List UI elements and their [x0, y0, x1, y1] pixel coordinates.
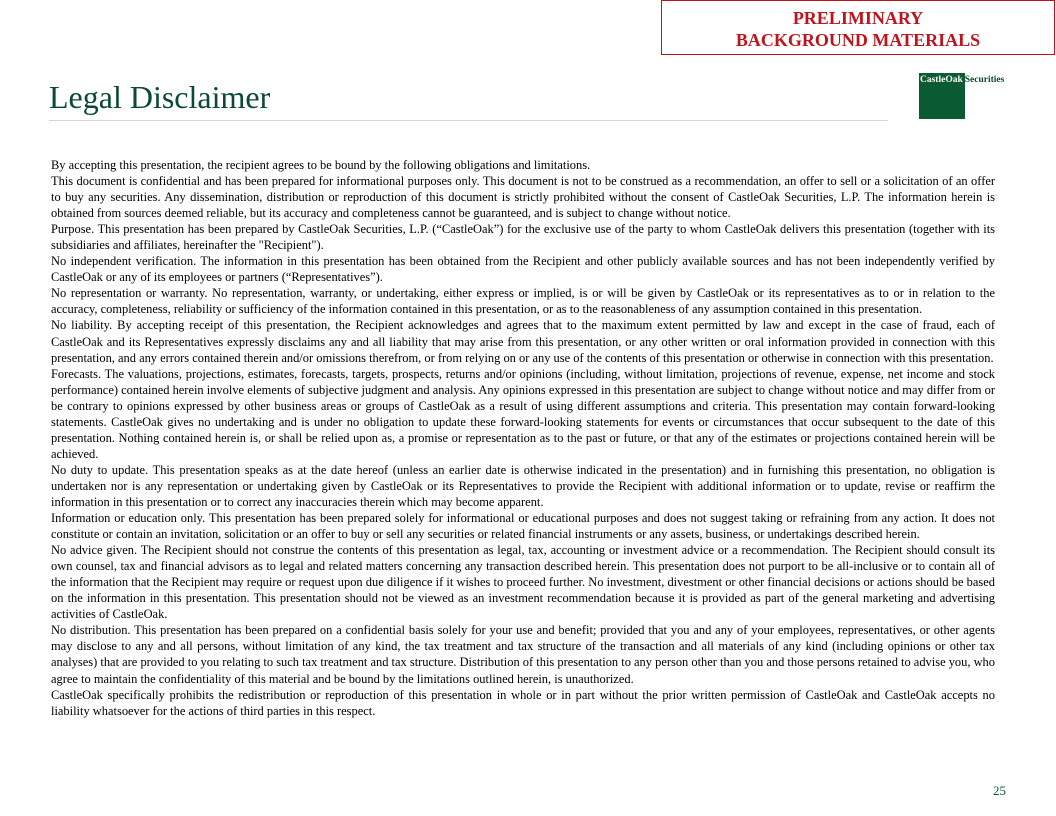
castleoak-logo: [919, 73, 1005, 119]
disclaimer-paragraph-forecasts: Forecasts. The valuations, projections, estimates, forecasts, targets, prospects, returns and/or opinions (including, without limitation, projections of revenue, expense, net income and stock performance) contained herein involve elements of subjective judgment and analysis. Any opinions expressed in this presentation are subject to change without notice and may differ from or be contrary to opinions expressed by other business areas or groups of CastleOak as a result of using different assumptions and criteria. This presentation may contain forward-looking statements. CastleOak gives no undertaking and is under no obligation to update these forward-looking statements for events or circumstances that occur subsequent to the date of this presentation. Nothing contained herein is, or shall be relied upon as, a promise or representation as to the past or future, or that any of the estimates or projections contained herein will be achieved.: [51, 366, 995, 461]
page-title: Legal Disclaimer: [49, 79, 271, 115]
page-number: 25: [993, 783, 1006, 798]
preliminary-line-1: PRELIMINARY: [792, 8, 924, 28]
logo-brand: CastleOak: [920, 75, 963, 85]
disclaimer-paragraph-confidential: This document is confidential and has been prepared for informational purposes only. This document is not to be construed as a recommendation, an offer to sell or a solicitation of an offer to buy any securities. Any dissemination, distribution or reproduction of this document is strictly prohibited without the consent of CastleOak Securities, L.P. The information herein is obtained from sources deemed reliable, but its accuracy and completeness cannot be guaranteed, and is subject to change without notice.: [51, 174, 995, 221]
title-divider: [49, 120, 888, 121]
disclaimer-paragraph-warranty: No representation or warranty. No representation, warranty, or undertaking, either express or implied, is or will be given by CastleOak or its representatives as to or in relation to the accuracy, completeness, reliability or sufficiency of the information contained in this presentation, or as to the reasonableness of any assumption contained in this presentation.: [51, 286, 995, 317]
logo-text: [920, 74, 1004, 86]
disclaimer-paragraph-redistribution: CastleOak specifically prohibits the redistribution or reproduction of this presentation in whole or in part without the prior written permission of CastleOak and CastleOak accepts no liability whatsoever for the actions of third parties in this respect.: [51, 687, 995, 718]
disclaimer-paragraph-update: No duty to update. This presentation speaks as at the date hereof (unless an earlier date is otherwise indicated in the presentation) and in furnishing this presentation, no obligation is undertaken nor is any representation or undertaking given by CastleOak or its Representatives to provide the Recipient with additional information or to update, revise or reaffirm the information in this presentation or to correct any inaccuracies therein which may become apparent.: [51, 462, 995, 509]
disclaimer-paragraph-liability: No liability. By accepting receipt of this presentation, the Recipient acknowledges and agrees that to the maximum extent permitted by law and except in the case of fraud, each of CastleOak and its Representatives expressly disclaims any and all liability that may arise from this presentation, or any other written or oral information provided in connection with this presentation, and any errors contained therein and/or omissions therefrom, or from relying on or any use of the contents of this presentation or otherwise in connection with this presentation.: [51, 318, 995, 365]
logo-suffix: Securities: [964, 75, 1005, 85]
disclaimer-paragraph-information: Information or education only. This presentation has been prepared solely for informational or educational purposes and does not suggest taking or refraining from any action. It does not constitute or contain an invitation, solicitation or an offer to buy or sell any securities or related financial instruments or any assets, business, or undertakings described herein.: [51, 511, 995, 542]
logo-block: [919, 73, 1005, 119]
disclaimer-paragraph-verification: No independent verification. The information in this presentation has been obtained from the Recipient and other publicly available sources and has not been independently verified by CastleOak or any of its employees or partners (“Representatives”).: [51, 254, 995, 285]
preliminary-banner: [661, 0, 1055, 55]
disclaimer-paragraph-distribution: No distribution. This presentation has been prepared on a confidential basis solely for your use and benefit; provided that you and any of your employees, representatives, or other agents may disclose to any and all persons, without limitation of any kind, the tax treatment and tax structure of the transaction and all materials of any kind (including opinions or other tax analyses) that are provided to you relating to such tax treatment and tax structure. Distribution of this presentation to any person other than you and those persons retained to advise you, who agree to maintain the confidentiality of this material and be bound by the limitations outlined herein, is unauthorized.: [51, 623, 995, 686]
disclaimer-paragraph-purpose: Purpose. This presentation has been prepared by CastleOak Securities, L.P. (“CastleOak”) for the exclusive use of the party to whom CastleOak delivers this presentation (together with its subsidiaries and affiliates, hereinafter the "Recipient").: [51, 222, 995, 253]
disclaimer-body: [51, 157, 995, 719]
disclaimer-paragraph-advice: No advice given. The Recipient should not construe the contents of this presentation as legal, tax, accounting or investment advice or a recommendation. The Recipient should consult its own counsel, tax and financial advisors as to legal and related matters concerning any transaction described herein. This presentation does not purport to be all-inclusive or to contain all of the information that the Recipient may require or request upon due diligence if it wishes to proceed further. No investment, divestment or other financial decisions or actions should be based on the information in this presentation. This presentation should not be viewed as an investment recommendation because it is provided as part of the general marketing and advertising activities of CastleOak.: [51, 543, 995, 622]
disclaimer-paragraph-intro: By accepting this presentation, the recipient agrees to be bound by the following obligations and limitations.: [51, 158, 591, 172]
preliminary-line-2: BACKGROUND MATERIALS: [735, 30, 981, 50]
